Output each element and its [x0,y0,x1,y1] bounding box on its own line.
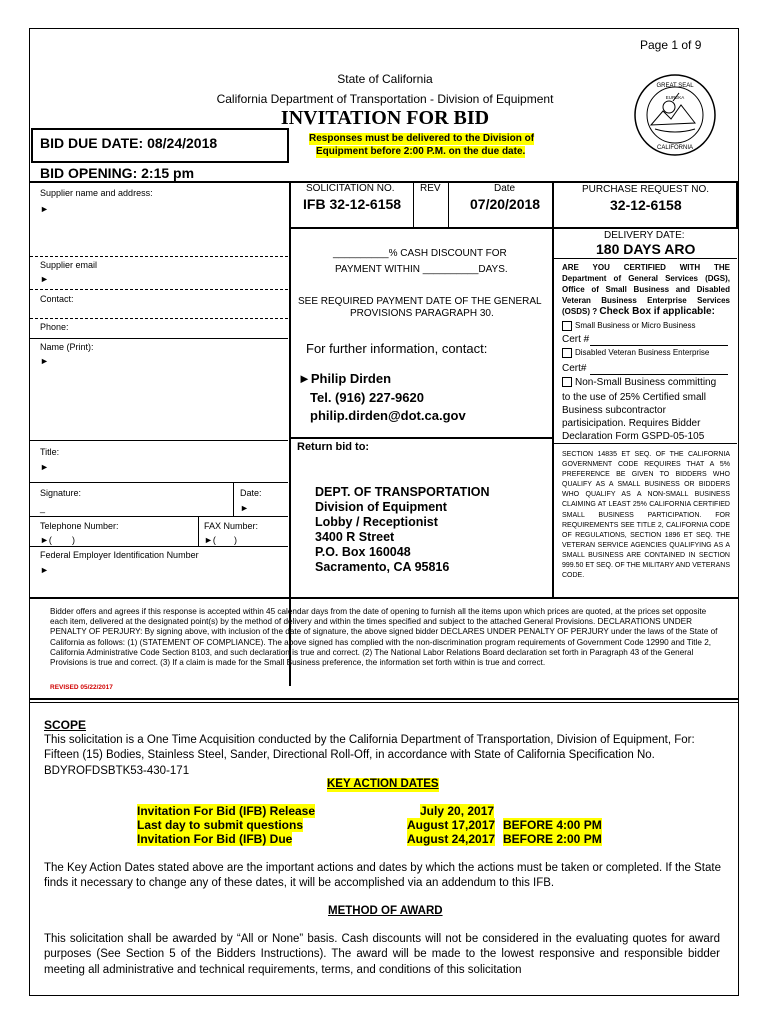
osds-option-small[interactable] [562,321,695,331]
signature-field[interactable]: _ [40,503,46,513]
nonsmall-label: Non-Small Business committing [575,377,717,388]
contact-label: Contact: [40,294,74,304]
key-event-3: Invitation For Bid (IFB) Due [137,832,293,846]
key-date-1: July 20, 2017 [420,804,495,818]
nonsmall-line3: Business subcontractor [562,405,666,416]
award-heading: METHOD OF AWARD [328,905,443,917]
solicitation-date-value: 07/20/2018 [470,196,541,212]
key-date-2: August 17,2017 [407,818,496,832]
return-address-line3: Lobby / Receptionist [315,515,438,529]
telephone-label: Telephone Number: [40,521,119,531]
date-label: Date: [240,488,262,498]
document-title: INVITATION FOR BID [280,107,490,129]
solicitation-no-label: SOLICITATION NO. [306,183,395,194]
supplier-email-label: Supplier email [40,260,98,270]
page-number: Page 1 of 9 [640,38,702,52]
key-date-3: August 24,2017 [407,832,496,846]
delivery-date-value: 180 DAYS ARO [596,241,696,257]
key-time-2: BEFORE 4:00 PM [503,818,602,832]
scope-heading: SCOPE [44,718,87,732]
supplier-name-label: Supplier name and address: [40,188,153,198]
fax-label: FAX Number: [204,521,259,531]
telephone-close: ) [72,535,75,545]
phone-label: Phone: [40,322,69,332]
osds-section-text: SECTION 14835 ET SEQ. OF THE CALIFORNIA GOVERNMENT CODE REQUIRES THAT A 5% PREFERENCE BE GIVEN TO BIDDERS WHO QUALIFY AS A SMALL BUSINESS OR BIDDERS WHO QUALIFY AS A NON-SMALL BUSINESS CLAIMING AT LEAST 25% CALIFORNIA CERTIFIED SMALL BUSINESS PARTICIPATION. FOR REQUIREMENTS SEE TITLE 2, CALIFORNIA CODE OF REGULATIONS, SECTION 1896 ET SEQ. THE VETERAN SERVICE AGENCIES QUALIFYING AS A SMALL BUSINESS ARE CONTAINED IN SECTION 999.50 ET SEQ. OF THE MILITARY AND VETERANS CODE. [562,451,730,580]
cash-discount-line1: __________% CASH DISCOUNT FOR [333,248,507,259]
pr-label: PURCHASE REQUEST NO. [582,184,710,195]
key-dates-note: The Key Action Dates stated above are the important actions and dates by which the actions must be taken or completed. If the State finds it necessary to change any of these dates, it will be accomplished via an addendum to this IFB. [44,862,721,890]
date-arrow: ► [240,503,249,513]
contact-email[interactable]: philip.dirden@dot.ca.gov [310,408,466,423]
revised-date: REVISED 05/22/2017 [50,684,113,691]
contact-name: ►Philip Dirden [298,371,392,386]
state-heading: State of California [337,72,433,86]
fax-close: ) [234,535,237,545]
name-print-label: Name (Print): [40,342,94,352]
cert2-label: Cert# [562,363,587,374]
osds-question-check: Check Box if applicable: [599,306,715,317]
payment-note-line2: PROVISIONS PARAGRAPH 30. [350,308,494,319]
cash-discount-line2: PAYMENT WITHIN __________DAYS. [335,264,508,275]
osds-question-text: ARE YOU CERTIFIED WITH THE Department of General Services (DGS), Office of Small Business and Disabled Veteran Business Enterprise Services (OSDS) ? [562,263,730,316]
return-address-line4: 3400 R Street [315,530,395,544]
state-seal-icon [633,73,717,157]
key-event-1: Invitation For Bid (IFB) Release [137,804,316,818]
nonsmall-checkbox[interactable] [562,377,572,387]
delivery-date-label: DELIVERY DATE: [604,230,685,241]
return-address-line5: P.O. Box 160048 [315,545,411,559]
telephone-open: ►( [40,535,52,545]
date-header-label: Date [494,183,516,194]
cert1-label: Cert # [562,334,590,345]
osds-question [562,262,730,317]
nonsmall-line2: to the use of 25% Certified small [562,392,706,403]
osds-option-dvbe[interactable] [562,348,709,358]
return-bid-label: Return bid to: [297,441,370,453]
key-dates-heading: KEY ACTION DATES [327,778,439,790]
responses-notice-line1: Responses must be delivered to the Division of [309,133,535,144]
key-time-3: BEFORE 2:00 PM [503,832,602,846]
declaration-text: Bidder offers and agrees if this response is accepted within 45 calendar days from the date of opening to furnish all the items upon which prices are quoted, at the prices set opposite each item, delivered at the designated point(s) by the method of delivery and within the times specified and subject to the attached General Provisions. DECLARATIONS UNDER PENALTY OF PERJURY: By signing above, with inclusion of the date of signature, the above signed bidder DECLARES UNDER PENALTY OF PERJURY under the laws of the State of California as follows: (1) (STATEMENT OF COMPLIANCE). The above signed has complied with the non-discrimination program requirements of Government Code 12990 and Title 2, California Administrative Code Section 8103, and such declaration is true and correct. (2) The National Labor Relations Board declaration set forth in Paragraph 43 of the General Provisions is true and correct. (3) If a claim is made for the Small Business preference, the information set forth within is true and correct. [50,607,718,668]
name-print-arrow: ► [40,356,49,366]
small-business-checkbox[interactable] [562,321,572,331]
bid-opening: BID OPENING: 2:15 pm [40,165,195,181]
svg-text:GREAT SEAL: GREAT SEAL [656,83,694,89]
osds-option-nonsmall[interactable] [562,377,716,389]
award-text: This solicitation shall be awarded by “All or None” basis. Cash discounts will not be considered in the evaluating quotes for award purposes (See Section 5 of the Bidders Instructions). The award will be made to the lowest responsive and responsible bidder meeting all administrative and technical requirements, terms, and conditions of this solicitation [44,933,720,976]
pr-value: 32-12-6158 [610,197,682,213]
payment-note-line1: SEE REQUIRED PAYMENT DATE OF THE GENERAL [298,296,542,307]
supplier-email-arrow: ► [40,274,49,284]
further-info-label: For further information, contact: [306,341,488,356]
title-label: Title: [40,447,60,457]
responses-notice-line2: Equipment before 2:00 P.M. on the due date. [316,146,526,157]
dvbe-label: Disabled Veteran Business Enterprise [575,348,710,358]
contact-tel: Tel. (916) 227-9620 [310,390,424,405]
small-business-label: Small Business or Micro Business [575,321,696,331]
nonsmall-line4: partisicipation. Requires Bidder [562,418,701,429]
return-address-line6: Sacramento, CA 95816 [315,560,450,574]
rev-label: REV [420,183,441,194]
scope-text: This solicitation is a One Time Acquisition conducted by the California Department of Transportation, Division of Equipment, For: Fifteen (15) Bodies, Stainless Steel, Sander, Directional Roll-Off, in accordance with State of California Specification No. BDYROFDSBTK53-430-171 [44,734,695,777]
fein-arrow: ► [40,565,49,575]
nonsmall-line5: Declaration Form GSPD-05-105 [562,431,705,442]
key-event-2: Last day to submit questions [137,818,304,832]
fax-open: ►( [204,535,216,545]
bid-due-date: BID DUE DATE: 08/24/2018 [40,135,218,151]
svg-text:EUREKA: EUREKA [665,95,685,100]
solicitation-no-value: IFB 32-12-6158 [303,196,402,212]
svg-text:CALIFORNIA: CALIFORNIA [656,145,694,151]
signature-label: Signature: [40,488,82,498]
dvbe-checkbox[interactable] [562,348,572,358]
return-address-line1: DEPT. OF TRANSPORTATION [315,485,490,499]
title-arrow: ► [40,462,49,472]
supplier-name-arrow: ► [40,204,49,214]
department-heading: California Department of Transportation - Division of Equipment [216,92,554,106]
return-address-line2: Division of Equipment [315,500,447,514]
fein-label: Federal Employer Identification Number [40,550,199,560]
